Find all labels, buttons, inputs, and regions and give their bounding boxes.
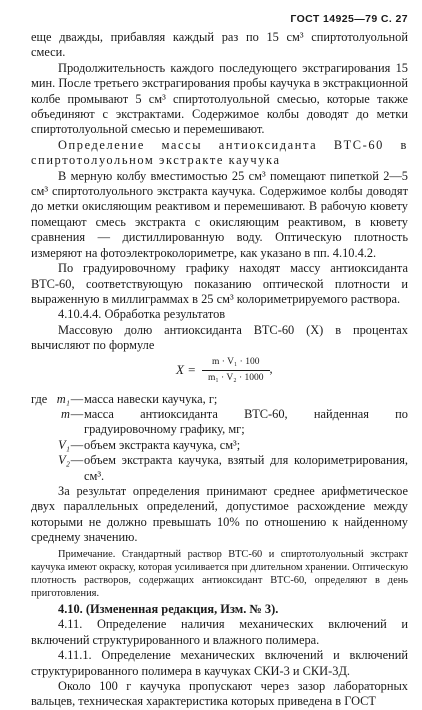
note: Примечание. Стандартный раствор ВТС-60 и спиртотолуольный экстракт каучука имеют окраску, которая усиливается при длительном хранении. Оптическую плотность растворов, содержащих антиоксидант ВТС-60, определяют в день приготовления. — [31, 548, 408, 599]
definition-symbol: V₁ — [58, 437, 70, 452]
definition-symbol: m — [61, 406, 70, 421]
formula-tail: , — [269, 362, 273, 377]
definition-item: V₂ — объем экстракта каучука, взятый для колориметрирования, см³. — [31, 453, 408, 484]
definition-text: масса навески каучука, г; — [84, 391, 218, 406]
definition-item: m — масса антиоксиданта ВТС-60, найденная по градуировочному графику, мг; — [31, 407, 408, 438]
page-header: ГОСТ 14925—79 С. 27 — [290, 13, 408, 25]
paragraph-5: 4.10.4.4. Обработка результатов — [58, 307, 226, 322]
definition-text: объем экстракта каучука, см³; — [84, 437, 241, 452]
paragraph-6: Массовую долю антиоксиданта ВТС-60 (X) в процентах вычисляют по формуле — [31, 322, 408, 353]
definition-text: масса антиоксиданта ВТС-60, найденная по градуировочному графику, мг; — [84, 406, 408, 437]
paragraph-1: еще дважды, прибавляя каждый раз по 15 см³ спиртотолуольной смеси. — [31, 30, 408, 60]
formula-block — [31, 354, 408, 392]
paragraph-7: За результат определения принимают среднее арифметическое двух параллельных определений, допустимое расхождение между которыми не должно превышать 10% по отношению к найденному среднему значению. — [31, 483, 408, 545]
paragraph-2: Продолжительность каждого последующего экстрагирования 15 мин. После третьего экстрагирования пробы каучука в экстракционной колбе промывают 5 см³ спиртотолуольной смесью, которые также объединяют с экстрактами. Содержимое колбы доводят до метки спиртотолуольной смесью и перемешивают. — [31, 60, 408, 137]
paragraph-10: 4.11.1. Определение механических включений и включений структурированного полимера в каучуках СКИ-3 и СКИ-3Д. — [31, 648, 408, 678]
definition-item: V₁ — объем экстракта каучука, см³; — [31, 438, 408, 453]
formula — [176, 357, 273, 384]
paragraph-9: 4.11. Определение наличия механических включений и включений структурированного и влажного полимера. — [31, 617, 408, 647]
paragraph-3: В мерную колбу вместимостью 25 см³ помещают пипеткой 2—5 см³ спиртотолуольного экстракта каучука. Содержимое колбы доводят до метки окисляющим реактивом и перемешивают. В рабочую кювету помещают смесь экстракта с окисляющим реактивом, в кювету сравнения — дистиллированную воду. Оптическую плотность измеряют на фотоэлектроколориметре, как указано в пп. 4.10.4.2. — [31, 168, 408, 260]
formula-fraction — [202, 357, 270, 384]
section-heading: Определение массы антиоксиданта ВТС-60 в спиртотолуольном экстракте каучука — [31, 137, 408, 168]
paragraph-4: По градуировочному графику находят массу антиоксиданта ВТС-60, соответствующую показанию оптической плотности и выраженную в миллиграммах в 25 см³ колориметрируемого раствора. — [31, 261, 408, 306]
formula-numerator: m · V₁ · 100 — [212, 356, 260, 367]
definition-symbol: V₂ — [58, 453, 70, 468]
definitions-lead: где — [31, 391, 48, 406]
amendment-note: 4.10. (Измененная редакция, Изм. № 3). — [58, 601, 279, 616]
paragraph-11: Около 100 г каучука пропускают через зазор лабораторных вальцев, техническая характеристика которых приведена в ГОСТ — [31, 679, 408, 709]
definition-symbol: m₁ — [56, 391, 70, 406]
formula-lhs: X = — [176, 362, 196, 378]
definition-text: объем экстракта каучука, взятый для колориметрирования, см³. — [84, 453, 408, 483]
formula-denominator: m₁ · V₂ · 1000 — [202, 370, 270, 384]
definition-item: где m₁ — масса навески каучука, г; — [31, 392, 408, 407]
variable-definitions — [31, 392, 408, 484]
